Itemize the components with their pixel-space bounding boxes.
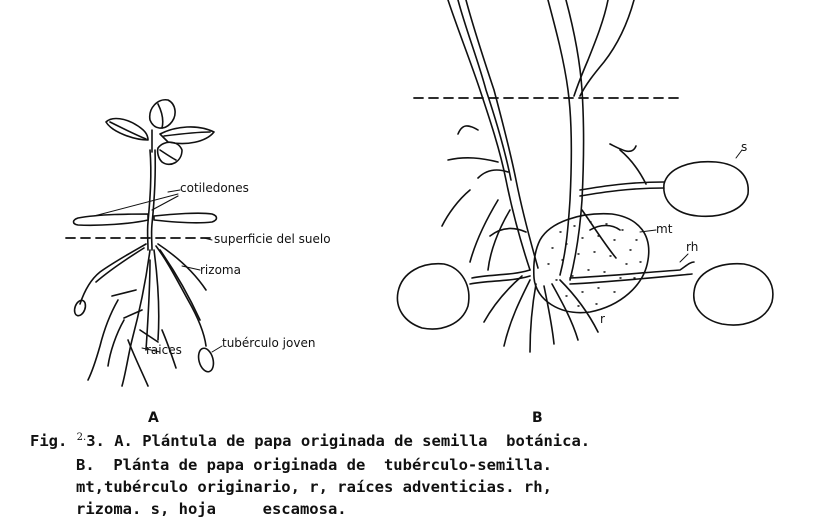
panel-letter-a: A	[148, 410, 159, 426]
young-tuber-a	[196, 347, 216, 374]
label-mt: mt	[656, 222, 673, 236]
tuber-upper-right-b	[664, 162, 748, 217]
tuber-right-b	[694, 264, 773, 325]
caption-line-1	[30, 432, 590, 450]
stem-right-b	[548, 0, 571, 275]
label-raices: raices	[146, 343, 182, 357]
plant-drawing-b	[397, 0, 772, 352]
label-s: s	[741, 140, 748, 154]
roots-b	[442, 150, 646, 352]
cotyledon-left	[74, 214, 149, 225]
tuber-left-b	[397, 264, 468, 329]
panel-letter-b: B	[532, 410, 543, 426]
stem-a	[148, 150, 151, 250]
seedling-drawing-a	[66, 100, 222, 386]
cotyledon-right	[154, 213, 217, 223]
leaf-lower-a	[158, 142, 182, 164]
label-superficie-suelo: superficie del suelo	[214, 232, 331, 246]
label-r: r	[600, 312, 605, 326]
label-cotiledones: cotiledones	[180, 181, 249, 195]
rhizome-far-right-a	[158, 244, 206, 290]
root-center-a	[122, 250, 150, 386]
caption-line-4: rizoma. s, hoja escamosa.	[76, 500, 347, 518]
handwritten-number: 2.	[76, 432, 87, 443]
caption-line-3: mt,tubérculo originario, r, raíces adventicias. rh,	[76, 478, 552, 496]
caption-line-2: B. Plánta de papa originada de tubérculo-semilla.	[76, 456, 552, 474]
label-rh: rh	[686, 240, 699, 254]
caption-prefix: Fig.	[30, 432, 68, 450]
label-rizoma: rizoma	[200, 263, 241, 277]
caption-text-1: 3. A. Plántula de papa originada de semilla botánica.	[86, 432, 591, 450]
label-tuberculo-joven: tubérculo joven	[222, 336, 316, 350]
